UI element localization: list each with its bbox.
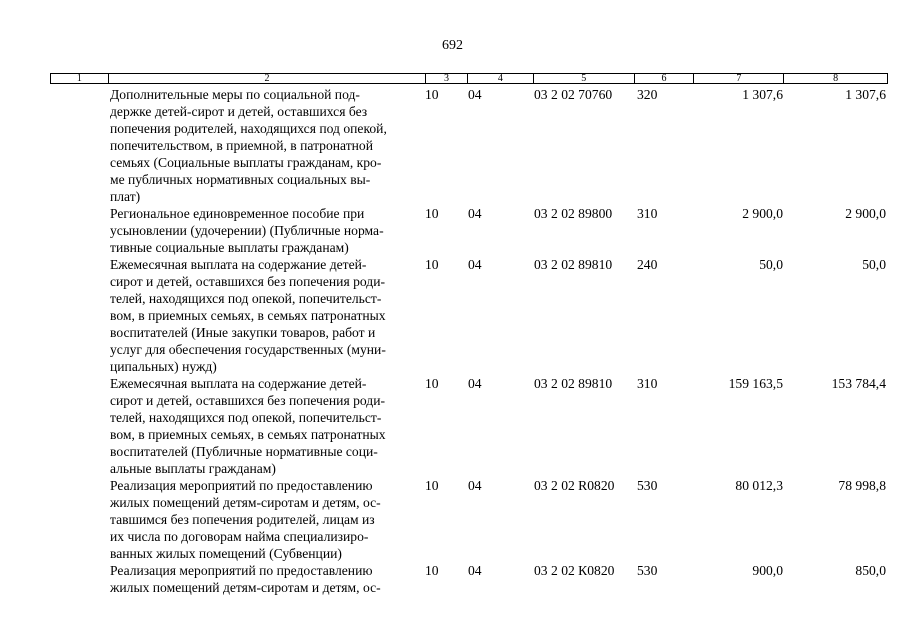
header-col-6: 6 xyxy=(635,74,695,83)
subsection-code: 04 xyxy=(468,563,482,578)
header-col-1: 1 xyxy=(51,74,109,83)
subsection-code: 04 xyxy=(468,257,482,272)
row-description xyxy=(110,477,420,562)
subsection-code: 04 xyxy=(468,206,482,221)
description-line: ципальных) нужд) xyxy=(110,359,217,374)
amount-col-8: 50,0 xyxy=(862,257,886,272)
subsection-code: 04 xyxy=(468,376,482,391)
description-line: тавшимся без попечения родителей, лицам из xyxy=(110,512,375,527)
description-line: усыновлении (удочерении) (Публичные норма- xyxy=(110,223,384,238)
page-number: 692 xyxy=(442,38,463,53)
row-description xyxy=(110,375,420,477)
section-code: 10 xyxy=(425,478,439,493)
description-line: услуг для обеспечения государственных (муни- xyxy=(110,342,386,357)
row-description xyxy=(110,205,420,256)
row-description xyxy=(110,256,420,375)
description-line: тивные социальные выплаты гражданам) xyxy=(110,240,349,255)
description-line: воспитателей (Публичные нормативные соци- xyxy=(110,444,378,459)
section-code: 10 xyxy=(425,87,439,102)
amount-col-8: 1 307,6 xyxy=(845,87,886,102)
target-article-code: 03 2 02 70760 xyxy=(534,87,613,102)
header-col-3: 3 xyxy=(426,74,468,83)
amount-col-7: 159 163,5 xyxy=(728,376,783,391)
description-line: сирот и детей, оставшихся без попечения роди- xyxy=(110,274,386,289)
description-line: попечительством, в приемной, в патронатной xyxy=(110,138,374,153)
amount-col-7: 2 900,0 xyxy=(742,206,783,221)
description-line: плат) xyxy=(110,189,141,204)
description-line: телей, находящихся под опекой, попечительст- xyxy=(110,291,382,306)
target-article-code: 03 2 02 К0820 xyxy=(534,563,615,578)
description-line: жилых помещений детям-сиротам и детям, ос- xyxy=(110,495,381,510)
amount-col-7: 80 012,3 xyxy=(735,478,783,493)
description-line: семьях (Социальные выплаты гражданам, кро- xyxy=(110,155,382,170)
target-article-code: 03 2 02 89810 xyxy=(534,376,613,391)
description-line: жилых помещений детям-сиротам и детям, ос- xyxy=(110,580,381,595)
description-line: держке детей-сирот и детей, оставшихся без xyxy=(110,104,368,119)
description-line: сирот и детей, оставшихся без попечения роди- xyxy=(110,393,386,408)
description-line: их числа по договорам найма специализиро- xyxy=(110,529,369,544)
amount-col-7: 900,0 xyxy=(752,563,783,578)
expense-type-code: 310 xyxy=(637,206,658,221)
header-col-5: 5 xyxy=(534,74,635,83)
description-line: Реализация мероприятий по предоставлению xyxy=(110,478,373,493)
subsection-code: 04 xyxy=(468,87,482,102)
description-line: Дополнительные меры по социальной под- xyxy=(110,87,360,102)
row-description xyxy=(110,562,420,596)
header-col-7: 7 xyxy=(694,74,784,83)
target-article-code: 03 2 02 R0820 xyxy=(534,478,615,493)
description-line: вом, в приемных семьях, в семьях патронатных xyxy=(110,427,386,442)
description-line: Ежемесячная выплата на содержание детей- xyxy=(110,257,367,272)
description-line: вом, в приемных семьях, в семьях патронатных xyxy=(110,308,386,323)
table-header xyxy=(50,73,888,84)
section-code: 10 xyxy=(425,376,439,391)
section-code: 10 xyxy=(425,206,439,221)
subsection-code: 04 xyxy=(468,478,482,493)
table-row xyxy=(50,477,888,562)
description-line: воспитателей (Иные закупки товаров, работ и xyxy=(110,325,376,340)
section-code: 10 xyxy=(425,257,439,272)
target-article-code: 03 2 02 89810 xyxy=(534,257,613,272)
description-line: Ежемесячная выплата на содержание детей- xyxy=(110,376,367,391)
target-article-code: 03 2 02 89800 xyxy=(534,206,613,221)
header-col-2: 2 xyxy=(109,74,426,83)
description-line: ме публичных нормативных социальных вы- xyxy=(110,172,371,187)
description-line: Региональное единовременное пособие при xyxy=(110,206,365,221)
expense-type-code: 240 xyxy=(637,257,658,272)
amount-col-7: 1 307,6 xyxy=(742,87,783,102)
description-line: телей, находящихся под опекой, попечительст- xyxy=(110,410,382,425)
header-col-8: 8 xyxy=(833,73,839,84)
amount-col-8: 2 900,0 xyxy=(845,206,886,221)
description-line: попечения родителей, находящихся под опекой, xyxy=(110,121,387,136)
amount-col-8: 850,0 xyxy=(855,563,886,578)
table-row xyxy=(50,375,888,477)
amount-col-8: 78 998,8 xyxy=(838,478,886,493)
expense-type-code: 310 xyxy=(637,376,658,391)
expense-type-code: 320 xyxy=(637,87,658,102)
header-col-4: 4 xyxy=(468,74,534,83)
description-line: Реализация мероприятий по предоставлению xyxy=(110,563,373,578)
table-row xyxy=(50,256,888,375)
table-row xyxy=(50,562,888,596)
table-body xyxy=(50,86,888,596)
description-line: ванных жилых помещений (Субвенции) xyxy=(110,546,342,561)
amount-col-7: 50,0 xyxy=(759,257,783,272)
amount-col-8: 153 784,4 xyxy=(831,376,886,391)
expense-type-code: 530 xyxy=(637,478,658,493)
section-code: 10 xyxy=(425,563,439,578)
table-row xyxy=(50,205,888,256)
expense-type-code: 530 xyxy=(637,563,658,578)
description-line: альные выплаты гражданам) xyxy=(110,461,276,476)
table-row xyxy=(50,86,888,205)
row-description xyxy=(110,86,420,205)
